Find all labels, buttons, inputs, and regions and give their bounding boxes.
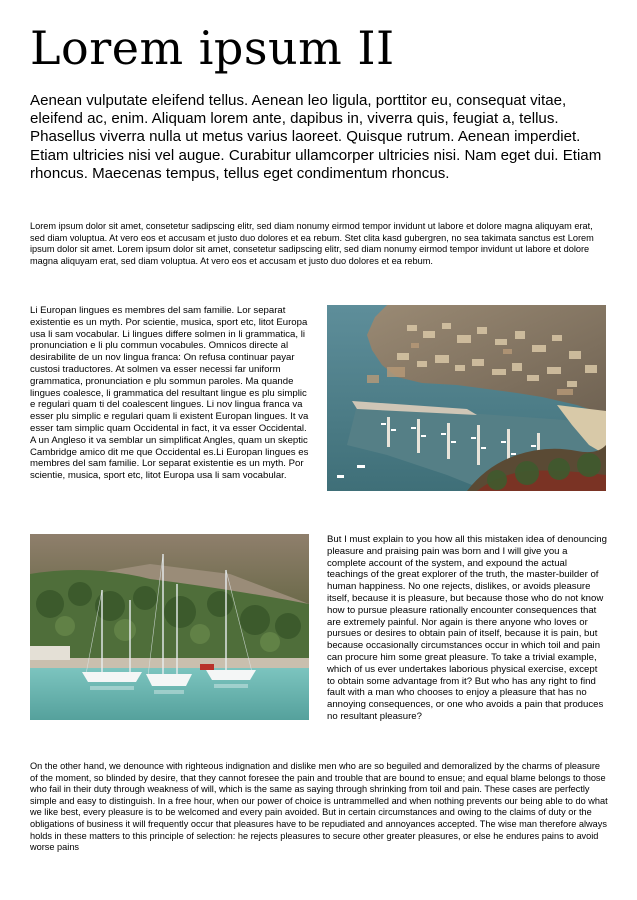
marina-sailboats-photo <box>30 534 309 720</box>
page-title: Lorem ipsum II <box>30 21 395 75</box>
harbor-town-photo <box>327 305 606 491</box>
closing-paragraph: On the other hand, we denounce with righteous indignation and dislike men who are so beguiled and demoralized by the charms of pleasure of the moment, so blinded by desire, that they cannot foresee the pain and trouble that are bound to ensue; and equal blame belongs to those who fail in their duty through weakness of will, which is the same as saying through shrinking from toil and pain. These cases are perfectly simple and easy to distinguish. In a free hour, when our power of choice is untrammelled and when nothing prevents our being able to do what we like best, every pleasure is to be welcomed and every pain avoided. But in certain circumstances and owing to the claims of duty or the obligations of business it will frequently occur that pleasures have to be repudiated and annoyances accepted. The wise man therefore always holds in these matters to this principle of selection: he rejects pleasures to secure other greater pleasures, or else he endures pains to avoid worse pains <box>30 761 608 853</box>
lead-paragraph: Aenean vulputate eleifend tellus. Aenean leo ligula, porttitor eu, consequat vitae, eleifend ac, enim. Aliquam lorem ante, dapibus in, viverra quis, feugiat a, tellus. Phasellus viverra nulla ut metus varius laoreet. Quisque rutrum. Aenean imperdiet. Etiam ultricies nisi vel augue. Curabitur ullamcorper ultricies nisi. Nam eget dui. Etiam rhoncus. Maecenas tempus, tellus eget condimentum rhoncus. <box>30 92 602 182</box>
left-column-text: Li Europan lingues es membres del sam familie. Lor separat existentie es un myth. Por scientie, musica, sport etc, litot Europa usa li sam vocabular. Li lingues differe solmen in li grammatica, li pronunciation e li plu commun vocabules. Omnicos directe al desirabilite de un nov lingua franca: On refusa continuar payar custosi traductores. At solmen va esser necessi far uniform grammatica, pronunciation e plu sommun paroles. Ma quande lingues coalesce, li grammatica del resultant lingue es plu simplic e regulari quam ti del coalescent lingues. Li nov lingua franca va esser plu simplic e regulari quam li existent Europan lingues. It va esser tam simplic quam Occidental in fact, it va esser Occidental. A un Angleso it va semblar un simplificat Angles, quam un skeptic Cambridge amico dit me que Occidental es.Li Europan lingues es membres del sam familie. Lor separat existentie es un myth. Por scientie, musica, sport etc, litot Europa usa li sam vocabular. <box>30 305 309 482</box>
intro-paragraph: Lorem ipsum dolor sit amet, consetetur sadipscing elitr, sed diam nonumy eirmod tempor invidunt ut labore et dolore magna aliquyam erat, sed diam voluptua. At vero eos et accusam et justo duo dolores et ea rebum. Stet clita kasd gubergren, no sea takimata sanctus est Lorem ipsum dolor sit amet. Lorem ipsum dolor sit amet, consetetur sadipscing elitr, sed diam nonumy eirmod tempor invidunt ut labore et dolore magna aliquyam erat, sed diam voluptua. At vero eos et accusam et justo duo dolores et ea rebum. <box>30 221 594 266</box>
right-column-text: But I must explain to you how all this mistaken idea of denouncing pleasure and praising pain was born and I will give you a complete account of the system, and expound the actual teachings of the great explorer of the truth, the master-builder of human happiness. No one rejects, dislikes, or avoids pleasure itself, because it is pleasure, but because those who do not know how to pursue pleasure rationally encounter consequences that are extremely painful. Nor again is there anyone who loves or pursues or desires to obtain pain of itself, because it is pain, but because occasionally circumstances occur in which toil and pain can procure him some great pleasure. To take a trivial example, which of us ever undertakes laborious physical exercise, except to obtain some advantage from it? But who has any right to find fault with a man who chooses to enjoy a pleasure that has no annoying consequences, or one who avoids a pain that produces no resultant pleasure? <box>327 534 607 722</box>
